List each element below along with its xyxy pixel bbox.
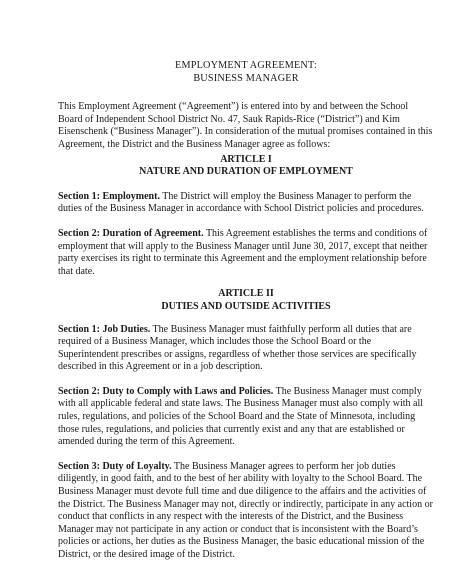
intro-paragraph: This Employment Agreement (“Agreement”) is entered into by and between the School Board of Independent School District No. 47, Sauk Rapids-Rice (“District”) and Kim Eisenschenk (“Business Manager”). In consideration of the mutual promises contained in this Agreement, the District and the Business Manager agree as follows:	[58, 101, 433, 150]
article-2-heading	[58, 288, 434, 313]
section-text: The District will employ the Business Manager to perform the duties of the Business Manager in accordance with School District policies and procedures.	[58, 190, 424, 215]
article-2-section-3	[58, 461, 434, 562]
article-1-section-1	[58, 191, 434, 216]
section-text: This Agreement establishes the terms and conditions of employment that will apply to the Business Manager until June 30, 2017, except that neither party exercises its right to terminate this Agreement and the employment relationship before that date.	[58, 227, 428, 277]
section-label: Section 1: Job Duties.	[58, 323, 151, 335]
section-text: The Business Manager must faithfully perform all duties that are required of a Business Manager, which includes those the School Board or the Superintendent prescribes or assigns, regardless of whether those services are specifically described in this Agreement or in a job description.	[58, 323, 417, 373]
title-line-1: EMPLOYMENT AGREEMENT:	[175, 60, 317, 71]
document-title	[58, 60, 434, 85]
section-label: Section 1: Employment.	[58, 190, 160, 202]
article-1-heading	[58, 154, 434, 179]
section-label: Section 3: Duty of Loyalty.	[58, 460, 172, 472]
article-2-title: DUTIES AND OUTSIDE ACTIVITIES	[161, 300, 331, 312]
section-text: The Business Manager agrees to perform her job duties diligently, in good faith, and to the best of her ability with loyalty to the School Board. The Business Manager must devote full time and due diligence to the affairs and the activities of the District. The Business Manager may not, directly or indirectly, participate in any action or conduct that conflicts in any respect with the interests of the District, and the Business Manager may not participate in any action or conduct that is inconsistent with the Board’s policies or actions, her duties as the Business Manager, the basic educational mission of the District, or the desired image of the District.	[58, 460, 433, 560]
section-label: Section 2: Duty to Comply with Laws and Policies.	[58, 385, 274, 397]
article-1-title: NATURE AND DURATION OF EMPLOYMENT	[139, 166, 353, 178]
title-line-2: BUSINESS MANAGER	[193, 72, 299, 84]
section-label: Section 2: Duration of Agreement.	[58, 227, 204, 239]
article-1-section-2	[58, 228, 434, 278]
article-2-section-1	[58, 324, 434, 374]
article-2-number: ARTICLE II	[218, 288, 274, 300]
article-2-section-2	[58, 386, 434, 449]
article-1-number: ARTICLE I	[220, 153, 272, 165]
section-text: The Business Manager must comply with all applicable federal and state laws. The Business Manager must also comply with all rules, regulations, and policies of the School Board and the State of Minnesota, including those rules, regulations, and policies that currently exist and any that are established or amended during the term of this Agreement.	[58, 385, 423, 448]
